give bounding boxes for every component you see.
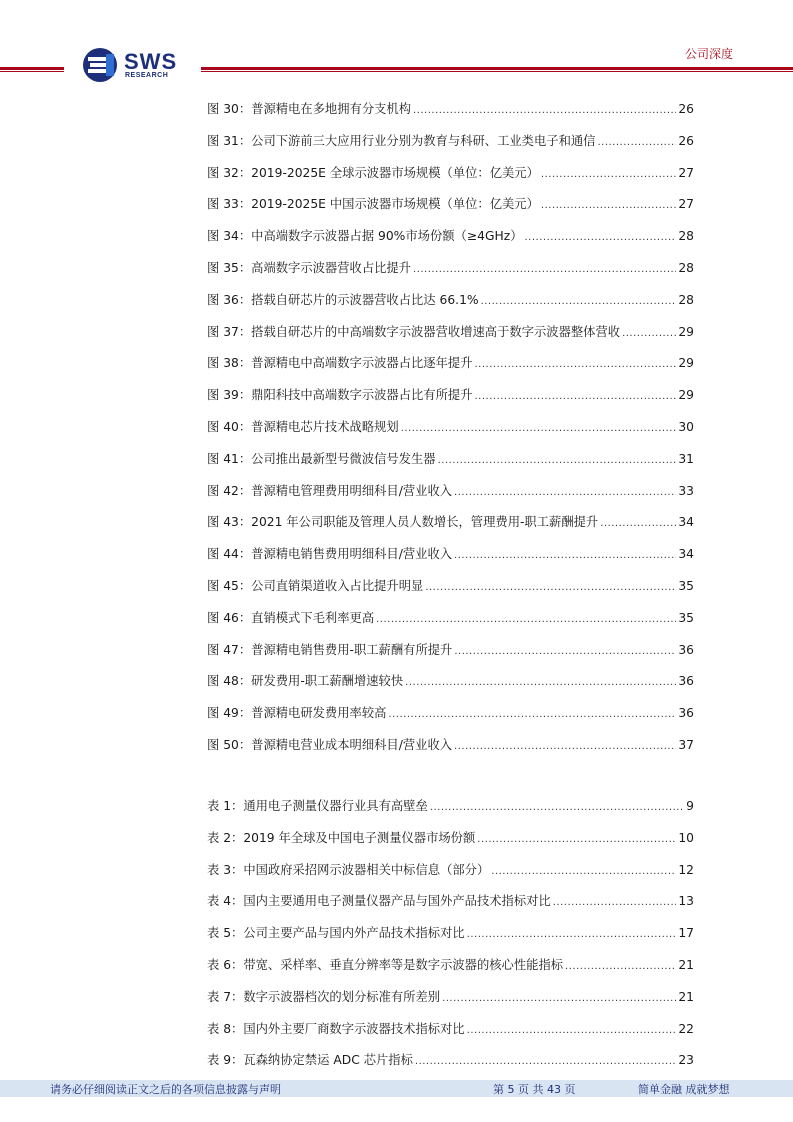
toc-entry-page[interactable]: 27 xyxy=(678,197,694,212)
toc-entry-title[interactable]: 图 44：普源精电销售费用明细科目/营业收入 xyxy=(207,547,453,562)
toc-leader-dots xyxy=(467,929,677,940)
toc-leader-dots xyxy=(438,455,677,466)
toc-entry[interactable] xyxy=(207,576,694,608)
toc-entry-title[interactable]: 表 1：通用电子测量仪器行业具有高壁垒 xyxy=(207,799,428,813)
toc-entry-page[interactable]: 36 xyxy=(678,674,694,689)
toc-entry-title[interactable]: 表 2：2019 年全球及中国电子测量仪器市场份额 xyxy=(207,830,476,845)
toc-entry-page[interactable]: 13 xyxy=(678,894,694,909)
toc-entry-title[interactable]: 图 40：普源精电芯片技术战略规划 xyxy=(207,419,399,434)
toc-entry-page[interactable]: 22 xyxy=(678,1021,694,1036)
toc-entry-page[interactable]: 36 xyxy=(678,642,694,657)
logo-text: SWS xyxy=(124,49,178,74)
table-list xyxy=(207,796,694,1082)
toc-entry-title[interactable]: 图 45：公司直销渠道收入占比提升明显 xyxy=(207,578,424,593)
footer xyxy=(0,1080,793,1097)
toc-leader-dots xyxy=(454,646,676,657)
toc-entry[interactable] xyxy=(207,828,694,860)
toc-entry-title[interactable]: 表 5：公司主要产品与国内外产品技术指标对比 xyxy=(207,926,465,941)
toc-entry-page[interactable]: 35 xyxy=(678,610,694,625)
toc-entry-title[interactable]: 表 9：瓦森纳协定禁运 ADC 芯片指标 xyxy=(207,1053,413,1068)
toc-leader-dots xyxy=(622,328,676,339)
toc-entry-page[interactable]: 9 xyxy=(686,799,694,813)
toc-entry[interactable] xyxy=(207,1050,694,1082)
toc-entry-title[interactable]: 图 34：中高端数字示波器占据 90%市场份额（≥4GHz） xyxy=(207,229,523,244)
footer-page-info: 第 5 页 共 43 页 xyxy=(493,1083,576,1096)
logo-subtext: RESEARCH xyxy=(125,72,169,79)
toc-entry[interactable] xyxy=(207,131,694,163)
toc-entry[interactable] xyxy=(207,99,694,131)
toc-entry-page[interactable]: 28 xyxy=(678,229,694,244)
toc-leader-dots xyxy=(541,169,676,180)
toc-entry[interactable] xyxy=(207,322,694,354)
toc-entry-title[interactable]: 图 39：鼎阳科技中高端数字示波器占比有所提升 xyxy=(207,388,473,403)
toc-leader-dots xyxy=(541,200,676,211)
toc-leader-dots xyxy=(597,137,676,148)
toc-entry[interactable] xyxy=(207,703,694,735)
toc-leader-dots xyxy=(413,264,676,275)
toc-entry-page[interactable]: 33 xyxy=(678,483,694,498)
toc-entry-page[interactable]: 28 xyxy=(678,260,694,275)
toc-entry[interactable] xyxy=(207,163,694,195)
toc-entry-title[interactable]: 表 4：国内主要通用电子测量仪器产品与国外产品技术指标对比 xyxy=(207,894,551,909)
toc-entry[interactable] xyxy=(207,860,694,892)
toc-entry[interactable] xyxy=(207,923,694,955)
toc-entry-title[interactable]: 图 41：公司推出最新型号微波信号发生器 xyxy=(207,451,436,466)
toc-entry[interactable] xyxy=(207,640,694,672)
toc-leader-dots xyxy=(525,232,677,243)
toc-entry-page[interactable]: 29 xyxy=(678,388,694,403)
toc-entry-page[interactable]: 30 xyxy=(678,419,694,434)
header-divider-left xyxy=(0,67,64,70)
toc-entry-page[interactable]: 29 xyxy=(678,356,694,371)
toc-entry-page[interactable]: 27 xyxy=(678,165,694,180)
toc-leader-dots xyxy=(475,359,677,370)
toc-leader-dots xyxy=(565,961,676,972)
toc-entry-title[interactable]: 图 43：2021 年公司职能及管理人员人数增长，管理费用-职工薪酬提升 xyxy=(207,515,599,530)
toc-leader-dots xyxy=(491,866,676,877)
toc-entry[interactable] xyxy=(207,796,694,828)
toc-entry[interactable] xyxy=(207,987,694,1019)
toc-entry[interactable] xyxy=(207,481,694,513)
toc-entry-title[interactable]: 表 7：数字示波器档次的划分标准有所差别 xyxy=(207,989,441,1004)
toc-entry-page[interactable]: 21 xyxy=(678,957,694,972)
toc-leader-dots xyxy=(413,105,676,116)
toc-entry-page[interactable]: 10 xyxy=(678,830,694,845)
toc-entry-title[interactable]: 图 32：2019-2025E 全球示波器市场规模（单位：亿美元） xyxy=(207,165,539,180)
toc-leader-dots xyxy=(475,391,677,402)
toc-leader-dots xyxy=(454,741,676,752)
toc-entry-title[interactable]: 图 33：2019-2025E 中国示波器市场规模（单位：亿美元） xyxy=(207,197,539,212)
toc-entry-page[interactable]: 29 xyxy=(678,324,694,339)
toc-entry-title[interactable]: 表 3：中国政府采招网示波器相关中标信息（部分） xyxy=(207,862,490,877)
toc-entry[interactable] xyxy=(207,194,694,226)
toc-entry[interactable] xyxy=(207,226,694,258)
toc-entry[interactable] xyxy=(207,544,694,576)
toc-entry[interactable] xyxy=(207,1019,694,1051)
toc-entry-page[interactable]: 37 xyxy=(678,737,694,752)
toc-entry[interactable] xyxy=(207,258,694,290)
toc-entry-page[interactable]: 35 xyxy=(678,578,694,593)
report-type-label: 公司深度 xyxy=(684,47,733,61)
toc-entry-page[interactable]: 31 xyxy=(678,451,694,466)
toc-leader-dots xyxy=(454,487,676,498)
toc-leader-dots xyxy=(430,802,684,813)
header-divider-left-thin xyxy=(0,71,64,72)
toc-leader-dots xyxy=(405,677,676,688)
toc-entry-title[interactable]: 图 48：研发费用-职工薪酬增速较快 xyxy=(207,674,404,689)
toc-entry-page[interactable]: 26 xyxy=(678,102,694,116)
toc-entry[interactable] xyxy=(207,955,694,987)
toc-entry-title[interactable]: 图 46：直销模式下毛利率更高 xyxy=(207,610,375,625)
toc-entry[interactable] xyxy=(207,671,694,703)
toc-entry-page[interactable]: 17 xyxy=(678,926,694,941)
toc-entry[interactable] xyxy=(207,353,694,385)
toc-entry-title[interactable]: 图 30：普源精电在多地拥有分支机构 xyxy=(207,102,412,116)
toc-entry-title[interactable]: 图 42：普源精电管理费用明细科目/营业收入 xyxy=(207,483,453,498)
toc-entry-title[interactable]: 图 35：高端数字示波器营收占比提升 xyxy=(207,260,412,275)
toc-entry[interactable] xyxy=(207,449,694,481)
toc-entry[interactable] xyxy=(207,417,694,449)
header-divider-right-thin xyxy=(201,71,793,72)
toc-entry[interactable] xyxy=(207,891,694,923)
footer-slogan: 简单金融 成就梦想 xyxy=(638,1083,730,1096)
toc-leader-dots xyxy=(467,1025,677,1036)
toc-entry-page[interactable]: 34 xyxy=(678,515,694,530)
toc-leader-dots xyxy=(376,614,676,625)
figure-list xyxy=(207,99,694,767)
toc-entry-page[interactable]: 28 xyxy=(678,292,694,307)
toc-entry[interactable] xyxy=(207,290,694,322)
toc-leader-dots xyxy=(425,582,676,593)
toc-entry-page[interactable]: 34 xyxy=(678,547,694,562)
toc-leader-dots xyxy=(401,423,677,434)
toc-entry-title[interactable]: 图 36：搭载自研芯片的示波器营收占比达 66.1% xyxy=(207,292,479,307)
toc-leader-dots xyxy=(442,993,676,1004)
toc-leader-dots xyxy=(600,518,676,529)
toc-entry[interactable] xyxy=(207,608,694,640)
toc-entry-title[interactable]: 表 6：带宽、采样率、垂直分辨率等是数字示波器的核心性能指标 xyxy=(207,957,564,972)
toc-leader-dots xyxy=(477,834,676,845)
toc-entry-title[interactable]: 图 38：普源精电中高端数字示波器占比逐年提升 xyxy=(207,356,473,371)
toc-leader-dots xyxy=(388,709,676,720)
toc-entry-page[interactable]: 12 xyxy=(678,862,694,877)
toc-leader-dots xyxy=(415,1056,676,1067)
toc-entry-title[interactable]: 图 50：普源精电营业成本明细科目/营业收入 xyxy=(207,737,453,752)
toc-entry-page[interactable]: 21 xyxy=(678,989,694,1004)
header-divider-right xyxy=(201,67,793,70)
toc-entry-title[interactable]: 图 47：普源精电销售费用-职工薪酬有所提升 xyxy=(207,642,453,657)
footer-disclaimer: 请务必仔细阅读正文之后的各项信息披露与声明 xyxy=(50,1083,281,1096)
toc-leader-dots xyxy=(553,897,677,908)
toc-entry[interactable] xyxy=(207,512,694,544)
toc-entry-page[interactable]: 23 xyxy=(678,1053,694,1068)
toc-entry[interactable] xyxy=(207,385,694,417)
toc-entry-title[interactable]: 图 49：普源精电研发费用率较高 xyxy=(207,706,387,721)
toc-entry-title[interactable]: 图 31：公司下游前三大应用行业分别为教育与科研、工业类电子和通信 xyxy=(207,133,596,148)
toc-leader-dots xyxy=(481,296,677,307)
toc-entry-page[interactable]: 26 xyxy=(678,133,694,148)
toc-entry-title[interactable]: 图 37：搭载自研芯片的中高端数字示波器营收增速高于数字示波器整体营收 xyxy=(207,324,621,339)
toc-entry-page[interactable]: 36 xyxy=(678,706,694,721)
toc-leader-dots xyxy=(454,550,676,561)
toc-entry-title[interactable]: 表 8：国内外主要厂商数字示波器技术指标对比 xyxy=(207,1021,465,1036)
toc-entry[interactable] xyxy=(207,735,694,767)
